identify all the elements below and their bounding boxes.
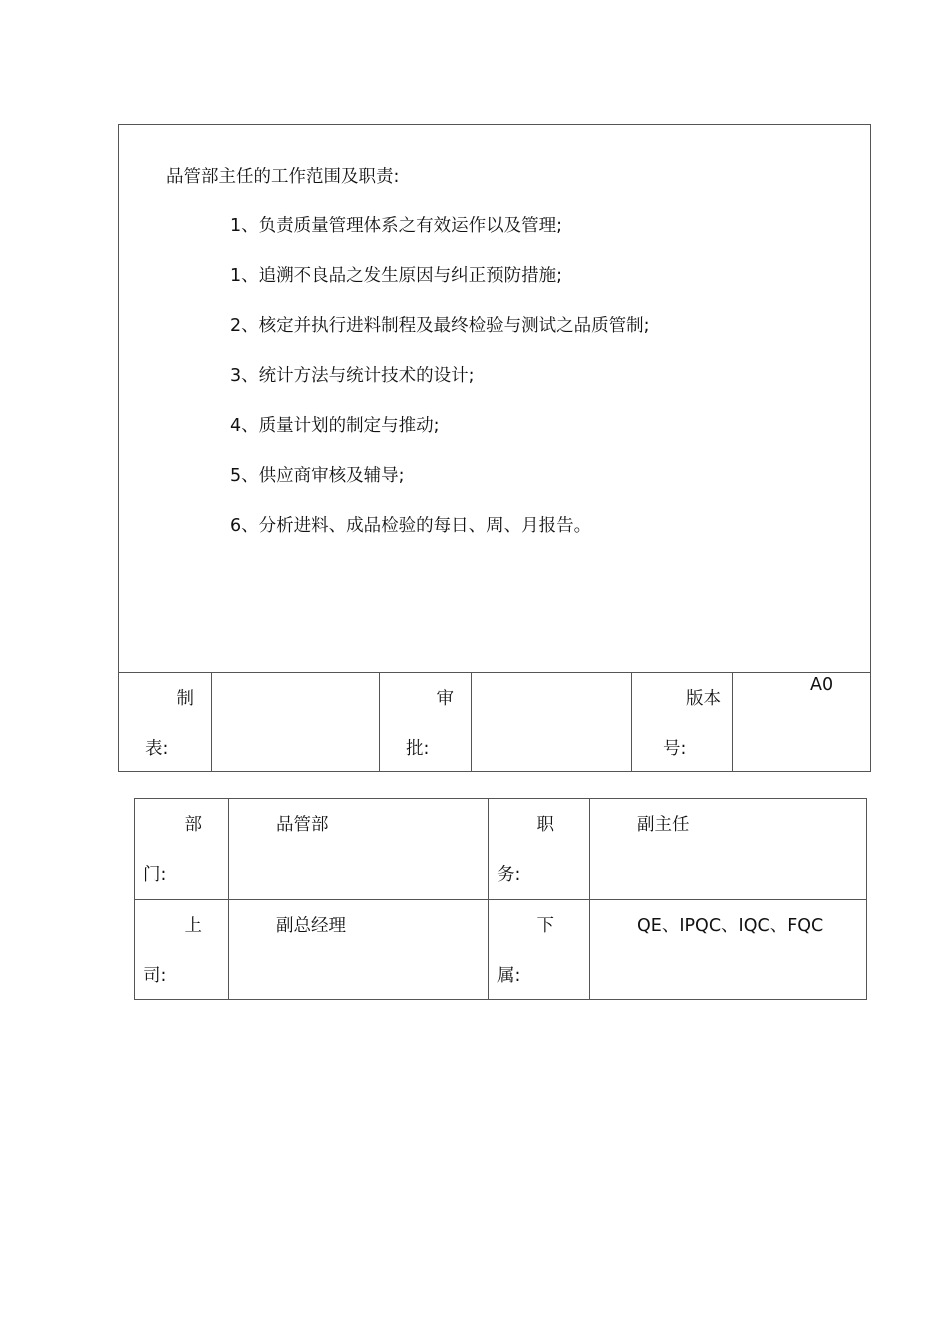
title-label-cell [488,799,589,899]
approved-by-value-cell [471,673,631,772]
prepared-by-label-cell [119,673,211,772]
version-value-cell [732,673,870,772]
prepared-by-value-cell [211,673,379,772]
title-value-cell [589,799,866,899]
signoff-row [119,672,870,772]
table-row [135,799,866,899]
supervisor-label-cell [135,900,228,1000]
approved-by-label-cell [379,673,471,772]
duty-item: 2、核定并执行进料制程及最终检验与测试之品质管制; [230,316,650,336]
department-value: 品管部 [276,815,329,835]
duty-item: 3、统计方法与统计技术的设计; [230,366,475,386]
department-label-cell [135,799,228,899]
subordinates-value: QE、IPQC、IQC、FQC [637,916,824,936]
subordinates-label-cell [488,900,589,1000]
supervisor-value-cell [228,900,488,1000]
subordinates-label: 下 [536,916,554,936]
duty-item: 1、负责质量管理体系之有效运作以及管理; [230,216,563,236]
supervisor-label: 上 [184,916,202,936]
department-label: 部 [184,815,202,835]
position-info-table [134,798,867,1000]
duty-item: 5、供应商审核及辅导; [230,466,405,486]
duty-item: 1、追溯不良品之发生原因与纠正预防措施; [230,266,563,286]
department-label-suffix: 门: [143,865,167,885]
subordinates-label-suffix: 属: [497,966,521,986]
version-value: A0 [810,675,834,695]
approved-by-label: 审 [436,689,454,709]
responsibilities-heading: 品管部主任的工作范围及职责: [166,167,400,187]
subordinates-value-cell [589,900,866,1000]
prepared-by-label: 制 [176,689,194,709]
title-label-suffix: 务: [497,865,521,885]
prepared-by-label-suffix: 表: [145,739,169,759]
supervisor-value: 副总经理 [276,916,346,936]
version-label: 版本 [686,689,721,709]
supervisor-label-suffix: 司: [143,966,167,986]
table-row [135,899,866,1000]
title-value: 副主任 [637,815,690,835]
version-label-cell [631,673,732,772]
title-label: 职 [536,815,554,835]
duty-item: 6、分析进料、成品检验的每日、周、月报告。 [230,516,592,536]
approved-by-label-suffix: 批: [406,739,430,759]
department-value-cell [228,799,488,899]
duty-item: 4、质量计划的制定与推动; [230,416,440,436]
responsibilities-box [118,124,871,772]
version-label-suffix: 号: [663,739,687,759]
